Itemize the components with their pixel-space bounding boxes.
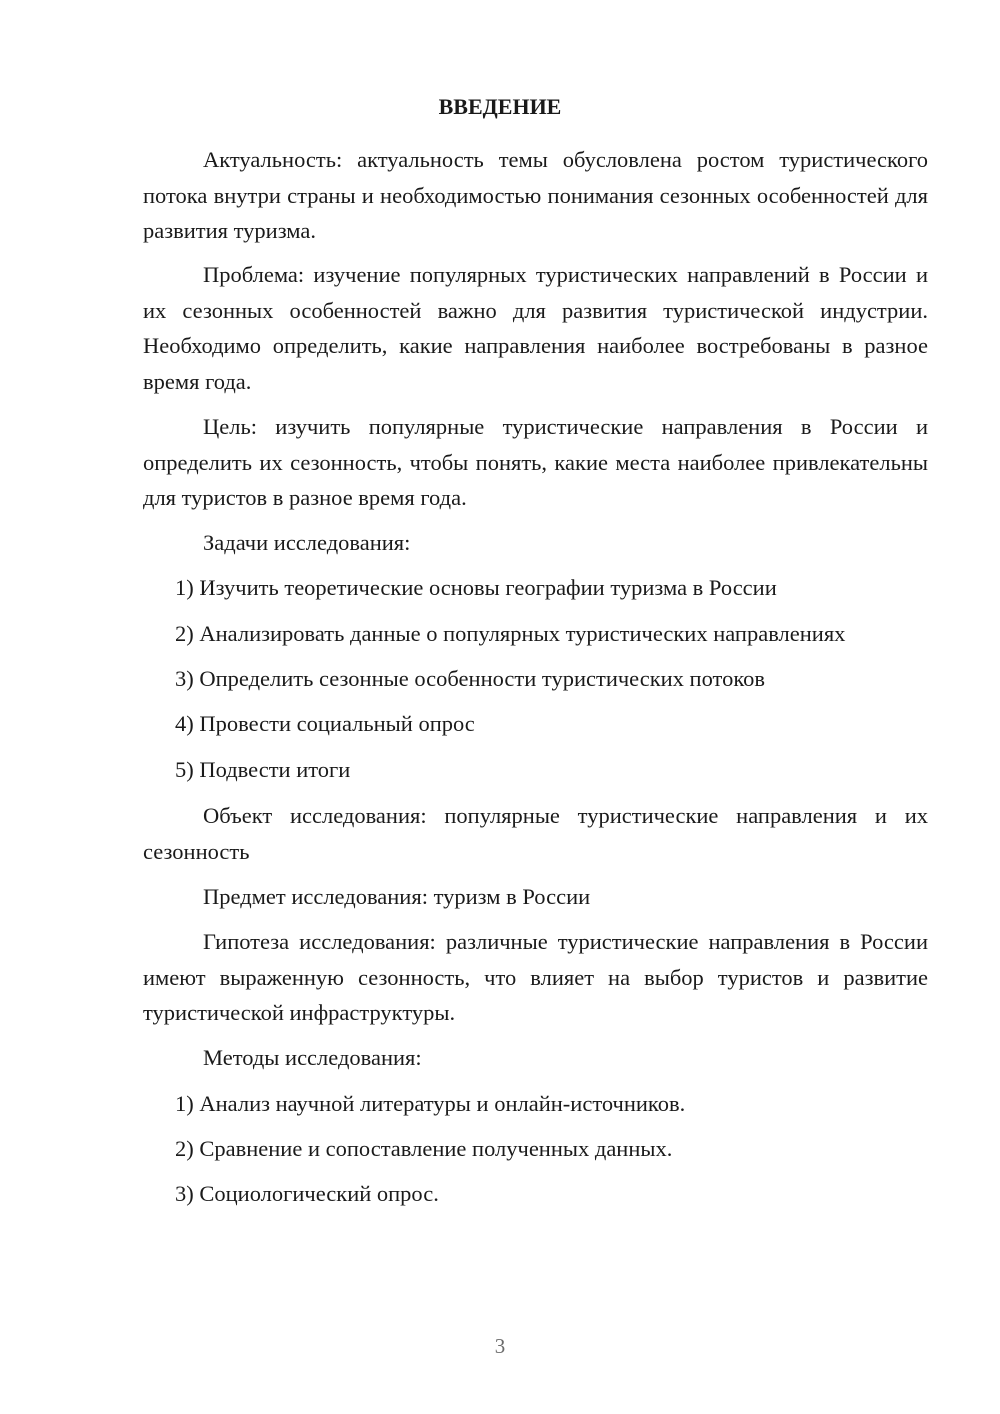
task-item: 4) Провести социальный опрос: [175, 711, 475, 736]
paragraph-goal: Цель: изучить популярные туристические направления в России и определить их сезонность, чтобы понять, какие места наиболее привлекательны для туристов в разное время года.: [143, 414, 928, 510]
method-item: 1) Анализ научной литературы и онлайн-источников.: [175, 1091, 686, 1116]
method-item: 2) Сравнение и сопоставление полученных данных.: [175, 1136, 673, 1161]
methods-heading: Методы исследования:: [203, 1045, 422, 1070]
paragraph-subject: Предмет исследования: туризм в России: [203, 884, 591, 909]
paragraph-hypothesis: Гипотеза исследования: различные туристические направления в России имеют выраженную сезонность, что влияет на выбор туристов и развитие туристической инфраструктуры.: [143, 929, 928, 1025]
task-item: 1) Изучить теоретические основы географии туризма в России: [175, 575, 777, 600]
section-title: ВВЕДЕНИЕ: [438, 94, 562, 119]
paragraph-problem: Проблема: изучение популярных туристических направлений в России и их сезонных особенностей важно для развития туристической индустрии. Необходимо определить, какие направления наиболее востребованы в разное время года.: [143, 262, 928, 394]
method-item: 3) Социологический опрос.: [175, 1181, 439, 1206]
page-number: 3: [494, 1334, 506, 1358]
task-item: 3) Определить сезонные особенности туристических потоков: [175, 666, 765, 691]
paragraph-object: Объект исследования: популярные туристические направления и их сезонность: [143, 803, 928, 864]
task-item: 2) Анализировать данные о популярных туристических направлениях: [175, 621, 846, 646]
paragraph-relevance: Актуальность: актуальность темы обусловлена ростом туристического потока внутри страны и необходимостью понимания сезонных особенностей для развития туризма.: [143, 147, 928, 243]
tasks-heading: Задачи исследования:: [203, 530, 411, 555]
task-item: 5) Подвести итоги: [175, 757, 351, 782]
